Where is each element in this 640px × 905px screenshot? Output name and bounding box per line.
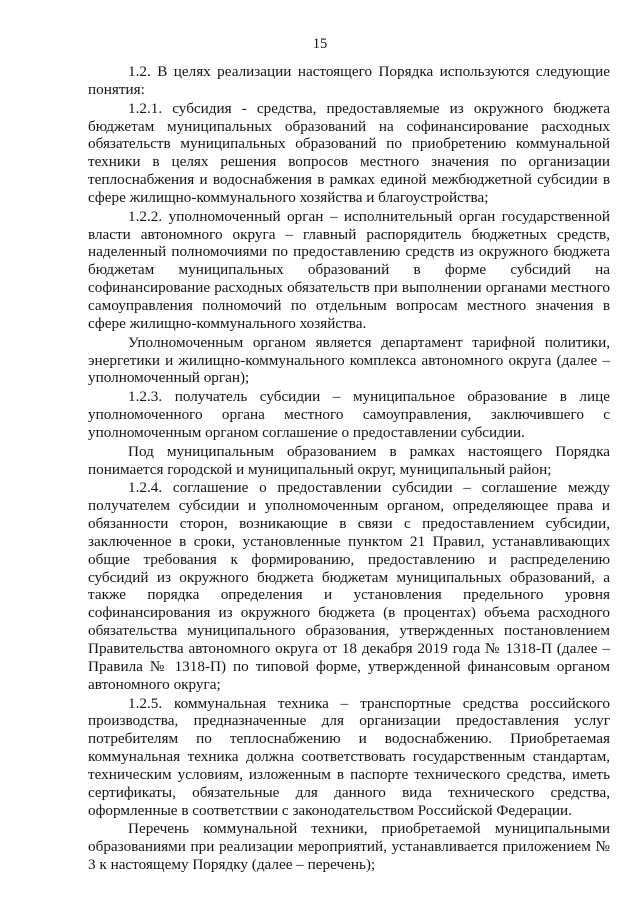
document-body — [88, 63, 610, 875]
paragraph-1-2-1-subsidy-definition: 1.2.1. субсидия - средства, предоставляемые из окружного бюджета бюджетам муниципальных образований на софинансирование расходных обязательств муниципальных образований по приобретению коммунальной техники в целях решения вопросов местного значения по организации теплоснабжения и водоснабжения в рамках единой межбюджетной субсидии в сфере жилищно-коммунального хозяйства и благоустройства; — [88, 99, 610, 206]
paragraph-1-2: 1.2. В целях реализации настоящего Порядка используются следующие понятия: — [88, 63, 610, 98]
paragraph-1-2-3-recipient-definition: 1.2.3. получатель субсидии – муниципальное образование в лице уполномоченного органа местного самоуправления, заключившего с уполномоченным органом соглашение о предоставлении субсидии. — [88, 388, 610, 441]
paragraph-1-2-5-municipal-equipment-definition: 1.2.5. коммунальная техника – транспортные средства российского производства, предназначенные для организации предоставления услуг потребителям по теплоснабжению и водоснабжению. Приобретаемая коммунальная техника должна соответствовать государственным стандартам, техническим условиям, изложенным в паспорте технического средства, иметь сертификаты, обязательные для данного вида технического средства, оформленные в соответствии с законодательством Российской Федерации. — [88, 694, 610, 819]
paragraph-1-2-4-agreement-definition: 1.2.4. соглашение о предоставлении субсидии – соглашение между получателем субсидии и уполномоченным органом, определяющее права и обязанности сторон, возникающие в связи с предоставлением субсидии, заключенное в сроки, установленные пунктом 21 Правил, устанавливающих общие требования к формированию, предоставлению и распределению субсидий из окружного бюджета бюджетам муниципальных образований, а также порядка определения и установления предельного уровня софинансирования из окружного бюджета (в процентах) объема расходного обязательства муниципального образования, утвержденных постановлением Правительства автономного округа от 18 декабря 2019 года № 1318-П (далее – Правила № 1318-П) по типовой форме, утвержденной финансовым органом автономного округа; — [88, 479, 610, 693]
page-number: 15 — [312, 36, 328, 52]
paragraph-municipality-definition: Под муниципальным образованием в рамках настоящего Порядка понимается городской и муниципальный округ, муниципальный район; — [88, 442, 610, 478]
paragraph-1-2-2-authorized-body-definition: 1.2.2. уполномоченный орган – исполнительный орган государственной власти автономного округа – главный распорядитель бюджетных средств, наделенный полномочиями по предоставлению средств из окружного бюджета бюджетам муниципальных образований в форме субсидий на софинансирование расходных обязательств при выполнении органами местного самоуправления полномочий по отдельным вопросам местного значения в сфере жилищно-коммунального хозяйства. — [88, 207, 610, 332]
paragraph-authorized-body-department: Уполномоченным органом является департамент тарифной политики, энергетики и жилищно-коммунального комплекса автономного округа (далее – уполномоченный орган); — [88, 333, 610, 387]
paragraph-equipment-list: Перечень коммунальной техники, приобретаемой муниципальными образованиями при реализации мероприятий, устанавливается приложением № 3 к настоящему Порядку (далее – перечень); — [88, 820, 610, 874]
